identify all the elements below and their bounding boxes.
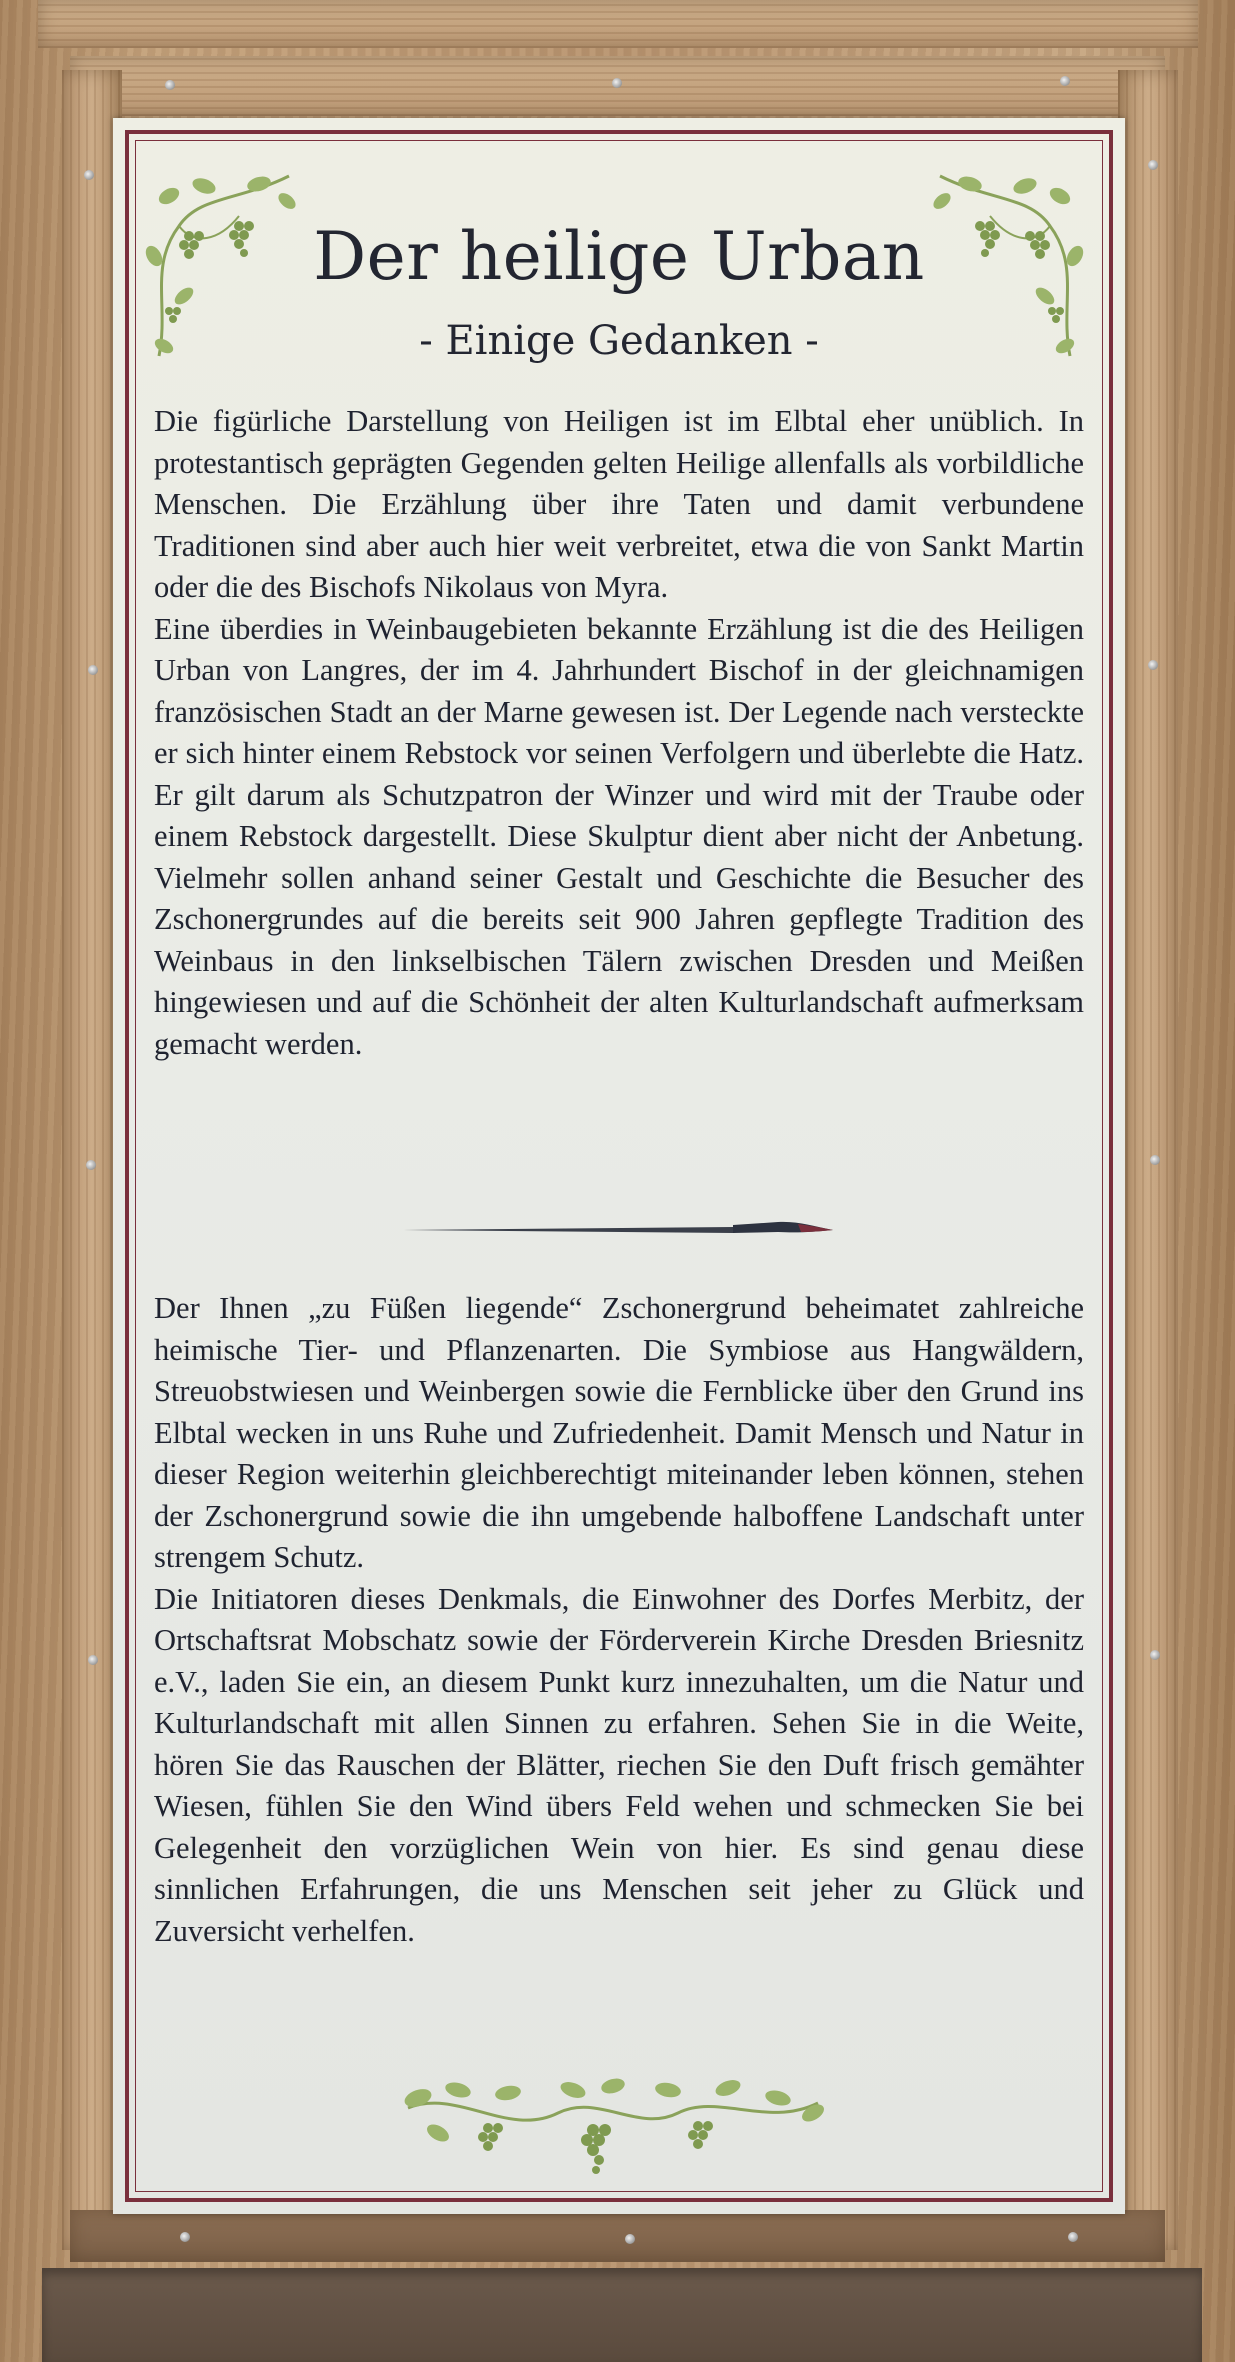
screw-icon — [88, 665, 98, 675]
screw-icon — [612, 78, 622, 88]
screw-icon — [1060, 76, 1070, 86]
screw-icon — [88, 1655, 98, 1665]
screw-icon — [1148, 660, 1158, 670]
screw-icon — [1068, 2232, 1078, 2242]
info-sign-panel — [113, 118, 1125, 2214]
screw-icon — [1150, 1155, 1160, 1165]
frame-right-post — [1118, 70, 1178, 2250]
screw-icon — [165, 80, 175, 90]
screw-icon — [84, 170, 94, 180]
grapevine-ornament-icon — [398, 2068, 828, 2188]
screw-icon — [1150, 1650, 1160, 1660]
screw-icon — [1148, 160, 1158, 170]
paintbrush-divider-icon — [403, 1218, 833, 1244]
sign-title: Der heilige Urban — [313, 218, 925, 295]
screw-icon — [625, 2234, 635, 2244]
frame-top-beam — [38, 0, 1198, 48]
paragraph: Der Ihnen „zu Füßen liegende“ Zschonergrund beheimatet zahlreiche heimische Tier- und Pflanzenarten. Die Symbiose aus Hangwäldern, Streuobstwiesen und Weinbergen sowie die Fernblicke über den Grund ins Elbtal wecken in uns Ruhe und Zufriedenheit. Damit Mensch und Natur in dieser Region weiterhin gleichberechtigt miteinander leben können, stehen der Zschonergrund sowie die ihn umgebende halboffene Landschaft unter strengem Schutz. — [154, 1291, 1084, 1574]
paragraph: Die Initiatoren dieses Denkmals, die Einwohner des Dorfes Merbitz, der Ortschaftsrat Mobschatz sowie der Förderverein Kirche Dresden Briesnitz e.V., laden Sie ein, an diesem Punkt kurz innezuhalten, um die Natur und Kulturlandschaft mit allen Sinnen zu erfahren. Sehen Sie in die Weite, hören Sie das Rauschen der Blätter, riechen Sie den Duft frisch gemähter Wiesen, fühlen Sie den Wind übers Feld wehen und schmecken Sie bei Gelegenheit den vorzüglichen Wein von hier. Es sind genau diese sinnlichen Erfahrungen, die uns Menschen seit jeher zu Glück und Zuversicht verhelfen. — [154, 1581, 1084, 1948]
paragraph: Die figürliche Darstellung von Heiligen ist im Elbtal eher unüblich. In protestantisch geprägten Gegenden gelten Heilige allenfalls als vorbildliche Menschen. Die Erzählung über ihre Taten und damit verbundene Traditionen sind aber auch hier weit verbreitet, etwa die von Sankt Martin oder die des Bischofs Nikolaus von Myra. — [154, 404, 1084, 604]
frame-bottom-beam — [70, 2210, 1165, 2262]
text-section-1 — [154, 401, 1084, 1065]
paragraph: Eine überdies in Weinbaugebieten bekannte Erzählung ist die des Heiligen Urban von Langres, der im 4. Jahrhundert Bischof in der gleichnamigen französischen Stadt an der Marne gewesen ist. Der Legende nach versteckte er sich hinter einem Rebstock vor seinen Verfolgern und überlebte die Hatz. Er gilt darum als Schutzpatron der Winzer und wird mit der Traube oder einem Rebstock dargestellt. Diese Skulptur dient aber nicht der Anbetung. Vielmehr sollen anhand seiner Gestalt und Geschichte die Besucher des Zschonergrundes auf die bereits seit 900 Jahren gepflegte Tradition des Weinbaus in den linkselbischen Tälern zwischen Dresden und Meißen hingewiesen und auf die Schönheit der alten Kulturlandschaft aufmerksam gemacht werden. — [154, 611, 1084, 1061]
frame-bottom-shelf — [42, 2268, 1202, 2362]
sign-subtitle: - Einige Gedanken - — [419, 318, 819, 364]
screw-icon — [180, 2232, 190, 2242]
screw-icon — [86, 1160, 96, 1170]
text-section-2 — [154, 1288, 1084, 1952]
